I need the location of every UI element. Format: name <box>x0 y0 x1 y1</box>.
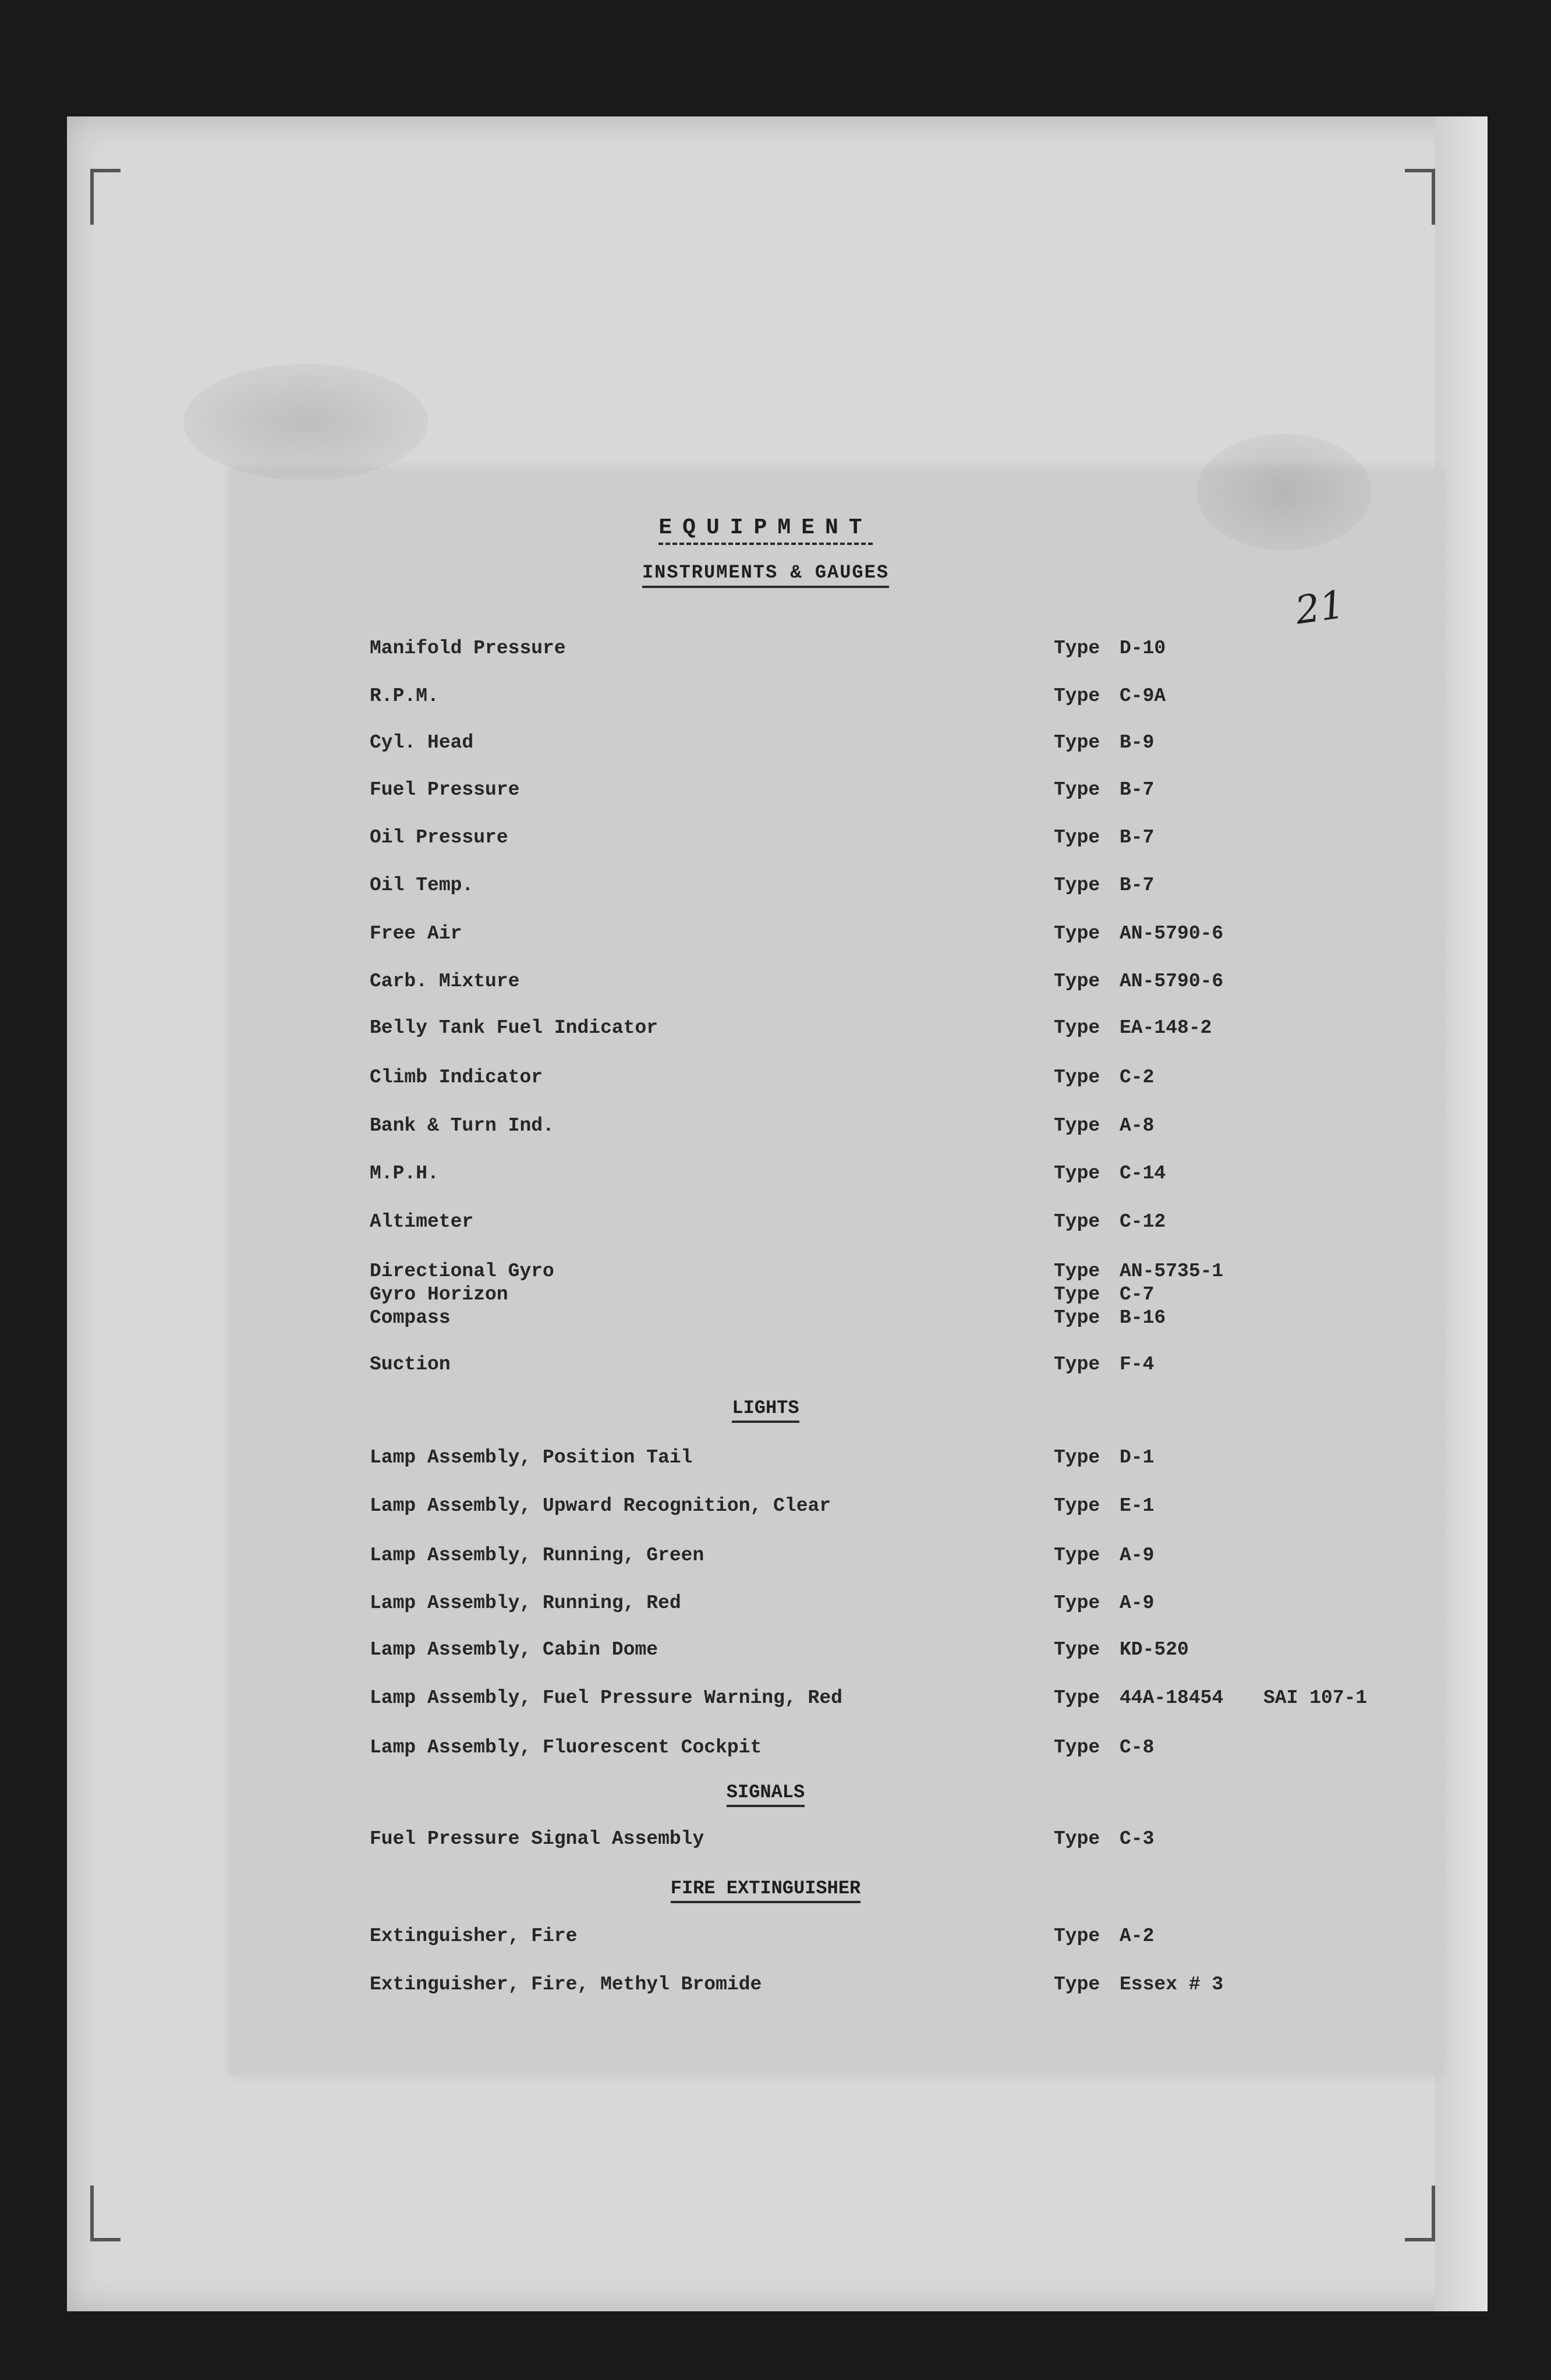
document-subtitle: INSTRUMENTS & GAUGES <box>230 562 1301 583</box>
type-value: C-8 <box>1120 1737 1155 1758</box>
equipment-name: Carb. Mixture <box>370 971 520 992</box>
type-label: Type <box>1054 874 1100 896</box>
type-value: D-1 <box>1120 1447 1155 1468</box>
equipment-name: Lamp Assembly, Running, Green <box>370 1545 704 1566</box>
equipment-row <box>230 1067 1441 1093</box>
equipment-name: Lamp Assembly, Upward Recognition, Clear <box>370 1495 831 1517</box>
section-heading: FIRE EXTINGUISHER <box>230 1878 1301 1899</box>
equipment-name: Climb Indicator <box>370 1067 543 1088</box>
crop-mark-top-left <box>90 169 121 225</box>
equipment-name: Compass <box>370 1307 451 1329</box>
equipment-name: Lamp Assembly, Running, Red <box>370 1592 681 1614</box>
equipment-name: Free Air <box>370 923 462 944</box>
equipment-row <box>230 1545 1441 1571</box>
equipment-row <box>230 1115 1441 1142</box>
equipment-row <box>230 827 1441 853</box>
equipment-row <box>230 923 1441 950</box>
type-value: C-2 <box>1120 1067 1155 1088</box>
equipment-row <box>230 779 1441 806</box>
equipment-row <box>230 1974 1441 2000</box>
type-label: Type <box>1054 1974 1100 1995</box>
equipment-row <box>230 1307 1441 1334</box>
type-value: D-10 <box>1120 638 1166 659</box>
type-label: Type <box>1054 1639 1100 1660</box>
equipment-row <box>230 1495 1441 1522</box>
type-value: KD-520 <box>1120 1639 1189 1660</box>
type-label: Type <box>1054 1925 1100 1947</box>
equipment-name: Belly Tank Fuel Indicator <box>370 1017 658 1039</box>
type-value: A-9 <box>1120 1592 1155 1614</box>
paper-stain <box>183 364 428 480</box>
type-value: C-3 <box>1120 1828 1155 1850</box>
section-heading: LIGHTS <box>230 1397 1301 1419</box>
type-label: Type <box>1054 1687 1100 1709</box>
page-number: 21 <box>1292 582 1347 633</box>
board-edge <box>1435 116 1488 2311</box>
equipment-name: Manifold Pressure <box>370 638 566 659</box>
type-value: F-4 <box>1120 1354 1155 1375</box>
type-label: Type <box>1054 923 1100 944</box>
type-label: Type <box>1054 1163 1100 1184</box>
type-value: B-7 <box>1120 874 1155 896</box>
equipment-name: Cyl. Head <box>370 732 474 753</box>
type-value: C-9A <box>1120 685 1166 707</box>
equipment-row <box>230 1639 1441 1666</box>
equipment-name: Fuel Pressure Signal Assembly <box>370 1828 704 1850</box>
equipment-name: Extinguisher, Fire <box>370 1925 578 1947</box>
equipment-row <box>230 1211 1441 1238</box>
equipment-name: Bank & Turn Ind. <box>370 1115 554 1136</box>
type-label: Type <box>1054 1115 1100 1136</box>
type-value: C-14 <box>1120 1163 1166 1184</box>
type-value: 44A-18454 <box>1120 1687 1224 1709</box>
equipment-name: Oil Temp. <box>370 874 474 896</box>
type-value: E-1 <box>1120 1495 1155 1517</box>
equipment-row <box>230 1447 1441 1474</box>
type-label: Type <box>1054 1828 1100 1850</box>
document-title: EQUIPMENT <box>230 515 1301 540</box>
equipment-row <box>230 1687 1441 1714</box>
type-label: Type <box>1054 1545 1100 1566</box>
type-value: A-8 <box>1120 1115 1155 1136</box>
section-heading: SIGNALS <box>230 1782 1301 1803</box>
type-value: B-16 <box>1120 1307 1166 1329</box>
type-label: Type <box>1054 1592 1100 1614</box>
equipment-row <box>230 874 1441 901</box>
type-label: Type <box>1054 1307 1100 1329</box>
type-value: AN-5790-6 <box>1120 923 1224 944</box>
type-label: Type <box>1054 1495 1100 1517</box>
equipment-name: Extinguisher, Fire, Methyl Bromide <box>370 1974 762 1995</box>
equipment-row <box>230 971 1441 997</box>
equipment-name: M.P.H. <box>370 1163 439 1184</box>
equipment-row <box>230 685 1441 712</box>
equipment-name: Oil Pressure <box>370 827 508 848</box>
equipment-name: Lamp Assembly, Fluorescent Cockpit <box>370 1737 762 1758</box>
equipment-row <box>230 638 1441 664</box>
type-value: B-9 <box>1120 732 1155 753</box>
type-label: Type <box>1054 1067 1100 1088</box>
type-label: Type <box>1054 1284 1100 1305</box>
crop-mark-bottom-right <box>1405 2186 1435 2241</box>
equipment-name: Lamp Assembly, Cabin Dome <box>370 1639 658 1660</box>
type-label: Type <box>1054 1211 1100 1232</box>
equipment-name: Directional Gyro <box>370 1260 554 1282</box>
equipment-name: Suction <box>370 1354 451 1375</box>
equipment-row <box>230 1737 1441 1763</box>
equipment-row <box>230 1592 1441 1619</box>
type-value: A-2 <box>1120 1925 1155 1947</box>
type-label: Type <box>1054 685 1100 707</box>
document-sheet <box>230 469 1441 2076</box>
type-value: C-7 <box>1120 1284 1155 1305</box>
equipment-name: R.P.M. <box>370 685 439 707</box>
type-label: Type <box>1054 1017 1100 1039</box>
type-value: AN-5735-1 <box>1120 1260 1224 1282</box>
type-label: Type <box>1054 779 1100 801</box>
type-label: Type <box>1054 1354 1100 1375</box>
type-value: EA-148-2 <box>1120 1017 1212 1039</box>
equipment-row <box>230 1354 1441 1380</box>
type-value: A-9 <box>1120 1545 1155 1566</box>
type-label: Type <box>1054 971 1100 992</box>
equipment-name: Lamp Assembly, Fuel Pressure Warning, Red <box>370 1687 842 1709</box>
equipment-row <box>230 1828 1441 1855</box>
equipment-row <box>230 1163 1441 1189</box>
type-value: C-12 <box>1120 1211 1166 1232</box>
equipment-name: Lamp Assembly, Position Tail <box>370 1447 693 1468</box>
type-label: Type <box>1054 638 1100 659</box>
equipment-name: Gyro Horizon <box>370 1284 508 1305</box>
equipment-row <box>230 1925 1441 1952</box>
crop-mark-top-right <box>1405 169 1435 225</box>
type-label: Type <box>1054 827 1100 848</box>
equipment-row <box>230 1017 1441 1044</box>
type-value: B-7 <box>1120 779 1155 801</box>
type-label: Type <box>1054 1447 1100 1468</box>
equipment-name: Altimeter <box>370 1211 474 1232</box>
crop-mark-bottom-left <box>90 2186 121 2241</box>
type-extra: SAI 107-1 <box>1263 1687 1368 1709</box>
equipment-row <box>230 732 1441 759</box>
type-value: B-7 <box>1120 827 1155 848</box>
type-label: Type <box>1054 1260 1100 1282</box>
equipment-list <box>230 469 1441 2076</box>
type-label: Type <box>1054 1737 1100 1758</box>
type-value: AN-5790-6 <box>1120 971 1224 992</box>
type-label: Type <box>1054 732 1100 753</box>
equipment-name: Fuel Pressure <box>370 779 520 801</box>
type-value: Essex # 3 <box>1120 1974 1224 1995</box>
